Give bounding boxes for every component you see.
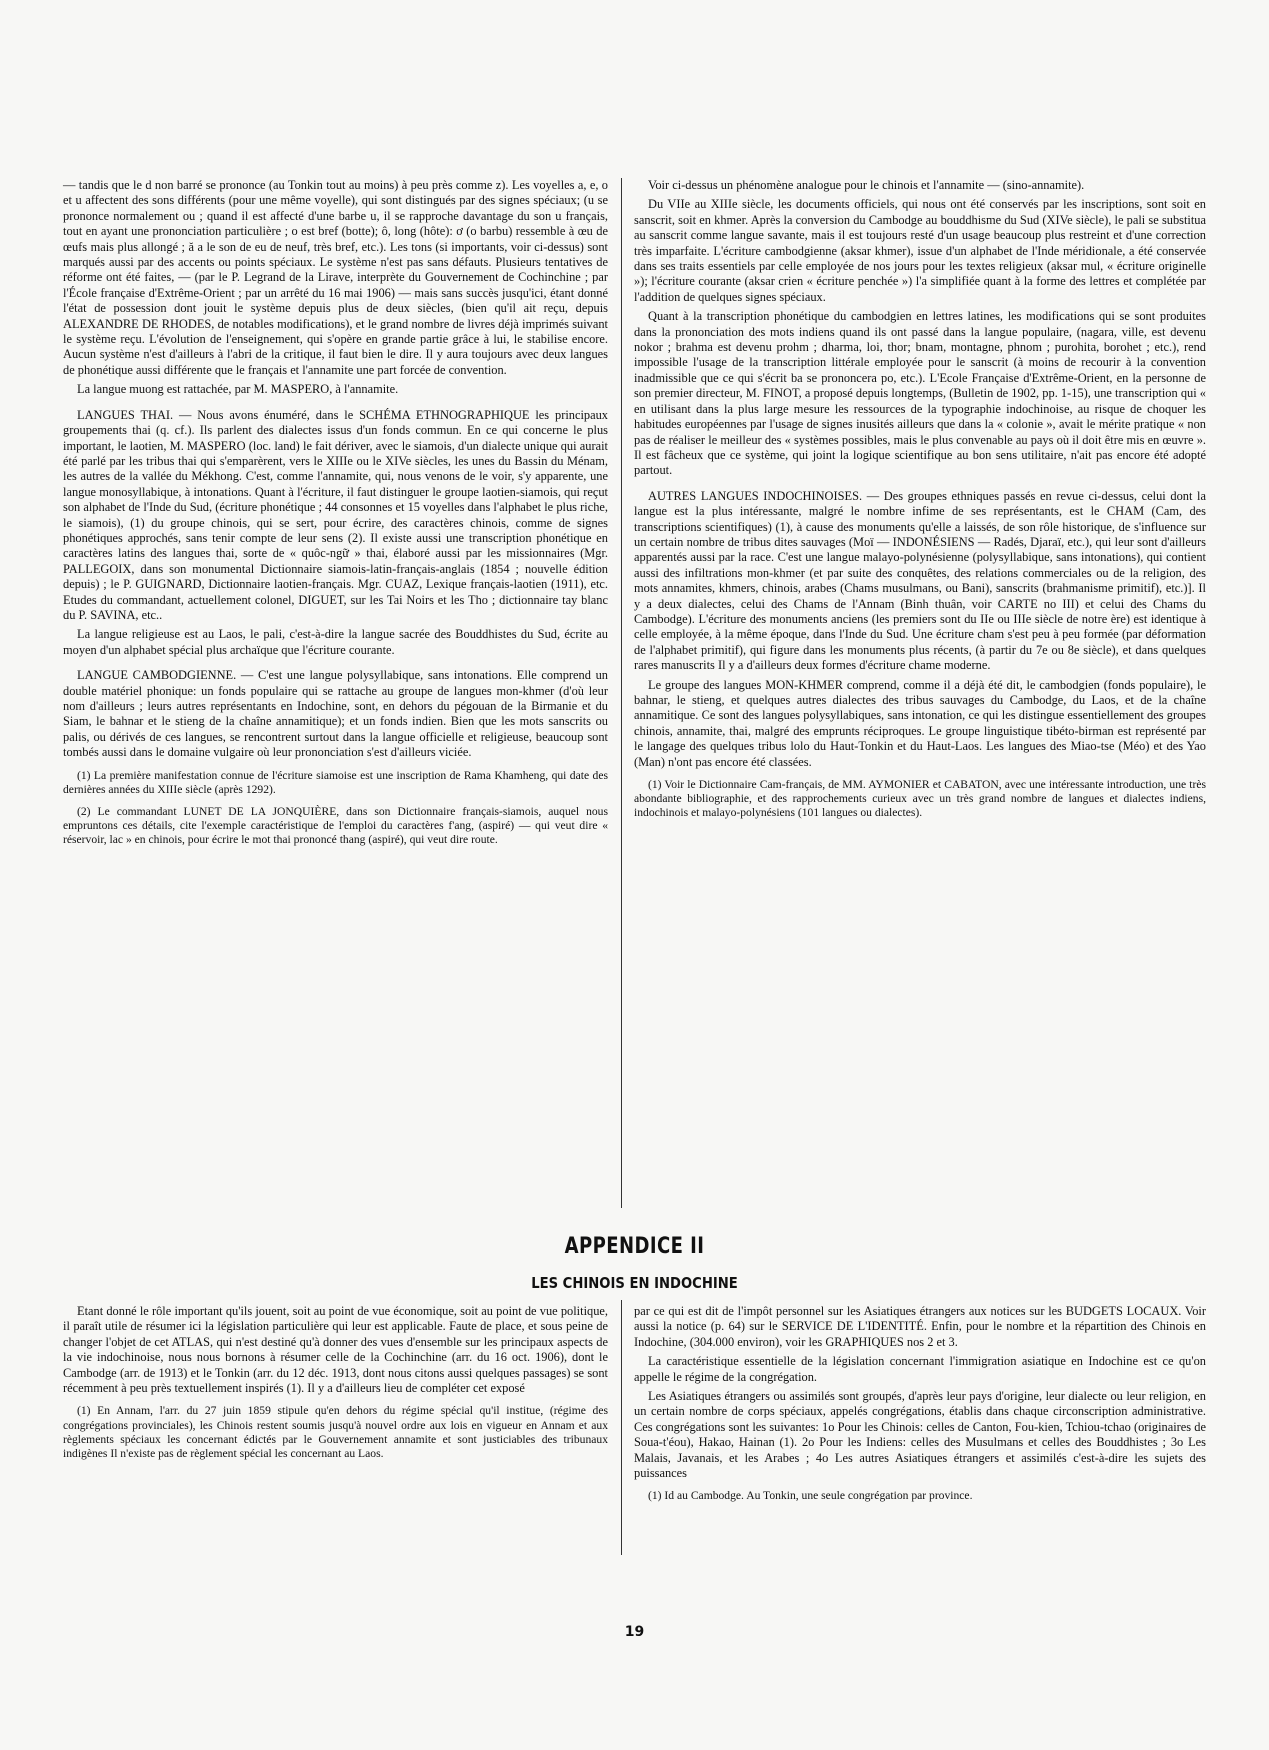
footnote-2-lunet: (2) Le commandant LUNET DE LA JONQUIÈRE, dans son Dictionnaire français-siamois, auquel nous empruntons ces détails, cite l'exemple caractéristique de l'emploi du caractères f'ang, (aspiré) — qui veut dire « réservoir, lac » en chinois, pour écrire le mot thai prononcé thang (aspiré), qui veut dire route. xyxy=(63,805,608,847)
paragraph-muong: La langue muong est rattachée, par M. MASPERO, à l'annamite. xyxy=(77,382,399,397)
footnote-cam-dictionary: (1) Voir le Dictionnaire Cam-français, de MM. AYMONIER et CABATON, avec une intéressante introduction, une très abondante bibliographie, et des rapprochements curieux avec un très grand nombre de langues et dialectes indiens, indochinois et malayo-polynésiens (101 langues ou dialectes). xyxy=(634,778,1206,820)
footnote-cambodge: (1) Id au Cambodge. Au Tonkin, une seule congrégation par province. xyxy=(648,1489,973,1503)
paragraph-congregation: La caractéristique essentielle de la législation concernant l'immigration asiatique en Indochine est ce qu'on appelle le régime de la congrégation. xyxy=(634,1354,1206,1384)
appendix-title: APPENDICE II xyxy=(564,1234,705,1259)
paragraph-sino-annamite: Voir ci-dessus un phénomène analogue pour le chinois et l'annamite — (sino-annamite). xyxy=(648,178,1085,192)
column-divider-bottom xyxy=(621,1300,622,1555)
paragraph-khmer-writing: Du VIIe au XIIIe siècle, les documents officiels, qui nous ont été conservés par les inscriptions, sont soit en sanscrit, soit en khmer. Après la conversion du Cambodge au bouddhisme du Sud (XIVe siècle), le pali se substitua au sanscrit comme langue savante, mais il est toujours resté d'un usage beaucoup plus restreint et d'une correction très imparfaite. L'écriture cambodgienne (aksar khmer), issue d'un alphabet de l'Inde méridionale, a été conservée dans ses traits essentiels par celle employée de nos jours pour les textes religieux (aksar mul, « écriture originelle »); l'écriture courante (aksar crien « écriture penchée ») l'a simplifiée quant à la forme des lettres et complétée par l'addition de quelques signes spéciaux. xyxy=(634,197,1206,304)
paragraph-transcription: Quant à la transcription phonétique du cambodgien en lettres latines, les modifications qui se sont produites dans la prononciation des mots indiens quand ils ont passé dans la langue populaire, (nagara, ville, est devenu nokor ; brahma est devenu prohm ; dharma, loi, thor; bnam, montagne, phnom ; purohita, borohet ; etc.), rend impossible l'usage de la transcription littérale employée pour le sanscrit (à moins de recourir à la convention inadmissible que ce qui s'écrit ba se prononcera po, etc.). L'Ecole Française d'Extrême-Orient, en la personne de son premier directeur, M. FINOT, a proposé depuis longtemps, (Bulletin de 1902, pp. 1-15), une transcription qui « en utilisant dans la plus large mesure les ressources de la typographie indochinoise, au risque de choquer les habitudes européennes par l'usage de signes inusités ailleurs que dans la « colonie », avait le mérite pratique « non pas de réaliser le meilleur des « systèmes possibles, mais le plus convenable au pays où il doit être mis en œuvre ». Il est fâcheux que ce système, qui joint la logique scientifique au bon sens utilitaire, n'ait pas encore été adopté partout. xyxy=(634,309,1206,478)
paragraph-annamite-phonetics: — tandis que le d non barré se prononce (au Tonkin tout au moins) à peu près comme z). Les voyelles a, e, o et u affectent des sons différents (pour une même voyelle), qui sont distingués par des signes spéciaux; (u se prononce normalement ou ; quand il est affecté d'une barbe u, il se rapproche davantage du son u français, tout en ayant une prononciation particulière ; o est bref (botte); ô, long (hôte): ơ (o barbu) ressemble à œu de œufs mais plus allongé ; ă a le son de eu de neuf, très bref, etc.). Les tons (si importants, voir ci-dessus) sont marqués aussi par des accents ou points spéciaux. Le système n'est pas sans défauts. Plusieurs tentatives de réforme ont été faites, — (par le P. Legrand de la Lirave, interprète du Gouvernement de Cochinchine ; par l'École française d'Extrême-Orient ; par un arrêté du 16 mai 1906) — mais sans succès jusqu'ici, étant donné l'état de possession dont jouit le système depuis plus de deux siècles, (bien qu'il ait reçu, depuis ALEXANDRE DE RHODES, de notables modifications), et le grand nombre de livres déjà imprimés suivant le système reçu. L'évolution de l'enseignement, qui s'opère en grande partie grâce à lui, le stabilise encore. Aucun système n'est d'ailleurs à l'abri de la critique, il faut bien le dire. Il y aura toujours avec deux langues de phonétique aussi différente que le français et l'annamite une part forcée de convention. xyxy=(63,178,608,377)
paragraph-langue-cambodgienne: LANGUE CAMBODGIENNE. — C'est une langue polysyllabique, sans intonations. Elle comprend un double matériel phonique: un fonds populaire qui se rattache au groupe de langues mon-khmer (d'où leur nom d'ailleurs ; leurs autres représentants en Indochine, sont, en dehors du pégouan de la Birmanie et du Siam, le bahnar et le stieng de la chaîne annamitique); et un fonds indien. Bien que les mots sanscrits ou palis, ou dérivés de ces langues, se rencontrent surtout dans la langue officielle et religieuse, beaucoup sont tombés aussi dans le domaine vulgaire où leur prononciation s'est d'ailleurs viciée. xyxy=(63,668,608,760)
column-divider-top xyxy=(621,178,622,1208)
paragraph-autres-langues: AUTRES LANGUES INDOCHINOISES. — Des groupes ethniques passés en revue ci-dessus, celui dont la langue est la plus intéressante, malgré le nombre infime de ses représentants, est le CHAM (Cam, des transcriptions scientifiques) (1), à cause des monuments qu'elle a laissés, de son rôle historique, de s'influence sur un certain nombre de tribus dites sauvages (Moï — INDONÉSIENS — Radés, Djaraï, etc.), qui leur sont d'ailleurs apparentés aussi par la race. C'est une langue malayo-polynésienne (polysyllabique, sans intonations), qui contient aussi des infiltrations mon-khmer (et par suite des conquêtes, des relations commerciales ou de la religion, des mots annamites, khmers, chinois, arabes (Chams musulmans, ou Bani), sanscrits (brahmanisme primitif), etc.)]. Il y a deux dialectes, celui des Chams de l'Annam (Binh thuân, voir CARTE no III) et celui des Chams du Cambodge). L'écriture des monuments anciens (les premiers sont du IIe ou IIIe siècle de notre ère) est identique à celle employée, à la même époque, dans l'Inde du Sud. Une écriture cham s'est peu à peu formée (par déformation de l'alphabet primitif), qui figure dans les monuments plus récents, (à partir du 7e ou 8e siècle), et dans quelques rares manuscrits Il y a d'ailleurs deux formes d'écriture chame moderne. xyxy=(634,488,1206,673)
footnote-annam: (1) En Annam, l'arr. du 27 juin 1859 stipule qu'en dehors du régime spécial qu'il institue, (régime des congrégations provinciales), les Chinois restent soumis jusqu'à nouvel ordre aux lois en vigueur en Annam et aux règlements spéciaux les concernant édictés par le Gouvernement annamite et sont justiciables des tribunaux indigènes Il n'existe pas de règlement spécial les concernant au Laos. xyxy=(63,1404,608,1461)
paragraph-pali: La langue religieuse est au Laos, le pali, c'est-à-dire la langue sacrée des Bouddhistes du Sud, écrite au moyen d'un alphabet spécial plus archaïque que l'écriture courante. xyxy=(63,627,608,657)
paragraph-impot: par ce qui est dit de l'impôt personnel sur les Asiatiques étrangers aux notices sur les BUDGETS LOCAUX. Voir aussi la notice (p. 64) sur le SERVICE DE L'IDENTITÉ. Enfin, pour le nombre et la répartition des Chinois en Indochine, (304.000 environ), voir les GRAPHIQUES nos 2 et 3. xyxy=(634,1304,1206,1349)
footnote-1-siamese: (1) La première manifestation connue de l'écriture siamoise est une inscription de Rama Khamheng, qui date des dernières années du XIIIe siècle (après 1292). xyxy=(63,768,608,796)
appendix-subtitle: LES CHINOIS EN INDOCHINE xyxy=(531,1274,738,1292)
paragraph-asiatiques: Les Asiatiques étrangers ou assimilés sont groupés, d'après leur pays d'origine, leur dialecte ou leur religion, en un certain nombre de corps spéciaux, appelés congrégations, établis dans chaque circonscription administrative. Ces congrégations sont les suivantes: 1o Pour les Chinois: celles de Canton, Fou-kien, Tchiou-tchao (originaires de Soua-t'éou), Hakao, Hainan (1). 2o Pour les Indiens: celles des Musulmans et celles des Bouddhistes ; 3o Les Malais, Javanais, et les Arabes ; 4o Les autres Asiatiques étrangers et assimilés c'est-à-dire les sujets des puissances xyxy=(634,1389,1206,1481)
paragraph-langues-thai: LANGUES THAI. — Nous avons énuméré, dans le SCHÉMA ETHNOGRAPHIQUE les principaux groupements thai (q. cf.). Ils parlent des dialectes issus d'un fonds commun. En ce qui concerne le plus important, le laotien, M. MASPERO (loc. land) le fait dériver, avec le siamois, d'un dialecte unique qui aurait été parlé par les tribus thai qui s'emparèrent, vers le XIIIe ou le XIVe siècles, les unes du Bassin du Ménam, les autres de la vallée du Mékhong. C'est, comme l'annamite, qui, nous venons de le voir, s'y apparente, une langue monosyllabique, à intonations. Quant à l'écriture, il faut distinguer le groupe laotien-siamois, qui reçut son alphabet de l'Inde du Sud, (écriture phonétique ; 44 consonnes et 15 voyelles dans l'alphabet le plus riche, le siamois), (1) du groupe chinois, qui se sert, pour écrire, des caractères chinois, comme de signes phonétiques approchés, sans tenir compte de leur sens (2). Il existe aussi une transcription phonétique en caractères latins des langues thai, sorte de « quôc-ngữ » thai, élaboré aussi par les missionnaires (Mgr. PALLEGOIX, dans son monumental Dictionnaire siamois-latin-français-anglais (1854 ; nouvelle édition depuis) ; le P. GUIGNARD, Dictionnaire laotien-français. Mgr. CUAZ, Lexique français-laotien (1911), etc. Etudes du commandant, actuellement colonel, DIGUET, sur les Tai Noirs et les Tho ; dictionnaire tay blanc du P. SAVINA, etc.. xyxy=(63,407,608,622)
left-column-bottom xyxy=(63,1304,608,1564)
right-column-top xyxy=(634,178,1206,1218)
paragraph-appendix-intro: Etant donné le rôle important qu'ils jouent, soit au point de vue économique, soit au point de vue politique, il paraît utile de résumer ici la législation particulière qui leur est applicable. Faute de place, et sous peine de changer l'objet de cet ATLAS, qui n'est destiné qu'à donner des vues d'ensemble sur les principaux aspects de la vie indochinoise, nous nous bornons à résumer celle de la Cochinchine (arr. du 16 oct. 1906), dont le Cambodge (arr. de 1913) et le Tonkin (arr. du 12 déc. 1913, dont nous citons aussi quelques passages) se sont récemment à peu près textuellement inspirés (1). Il y a d'ailleurs lieu de compléter cet exposé xyxy=(63,1304,608,1396)
right-column-bottom xyxy=(634,1304,1206,1564)
paragraph-mon-khmer: Le groupe des langues MON-KHMER comprend, comme il a déjà été dit, le cambodgien (fonds populaire), le bahnar, le stieng, et quelques autres dialectes des tribus sauvages du Cambodge, du Laos, et de la chaîne annamitique. Ce sont des langues polysyllabiques, sans intonation, ce qui les distingue essentiellement des groupes chinois, annamite, thai, malgré des emprunts réciproques. Le groupe linguistique tibéto-birman est représenté par le langage des quelques tribus lolo du Haut-Tonkin et du Haut-Laos. Les langues des Miao-tse (Méo) et des Yao (Man) n'ont pas encore été classées. xyxy=(634,677,1206,769)
left-column-top xyxy=(63,178,608,1228)
page-number: 19 xyxy=(624,1624,645,1640)
